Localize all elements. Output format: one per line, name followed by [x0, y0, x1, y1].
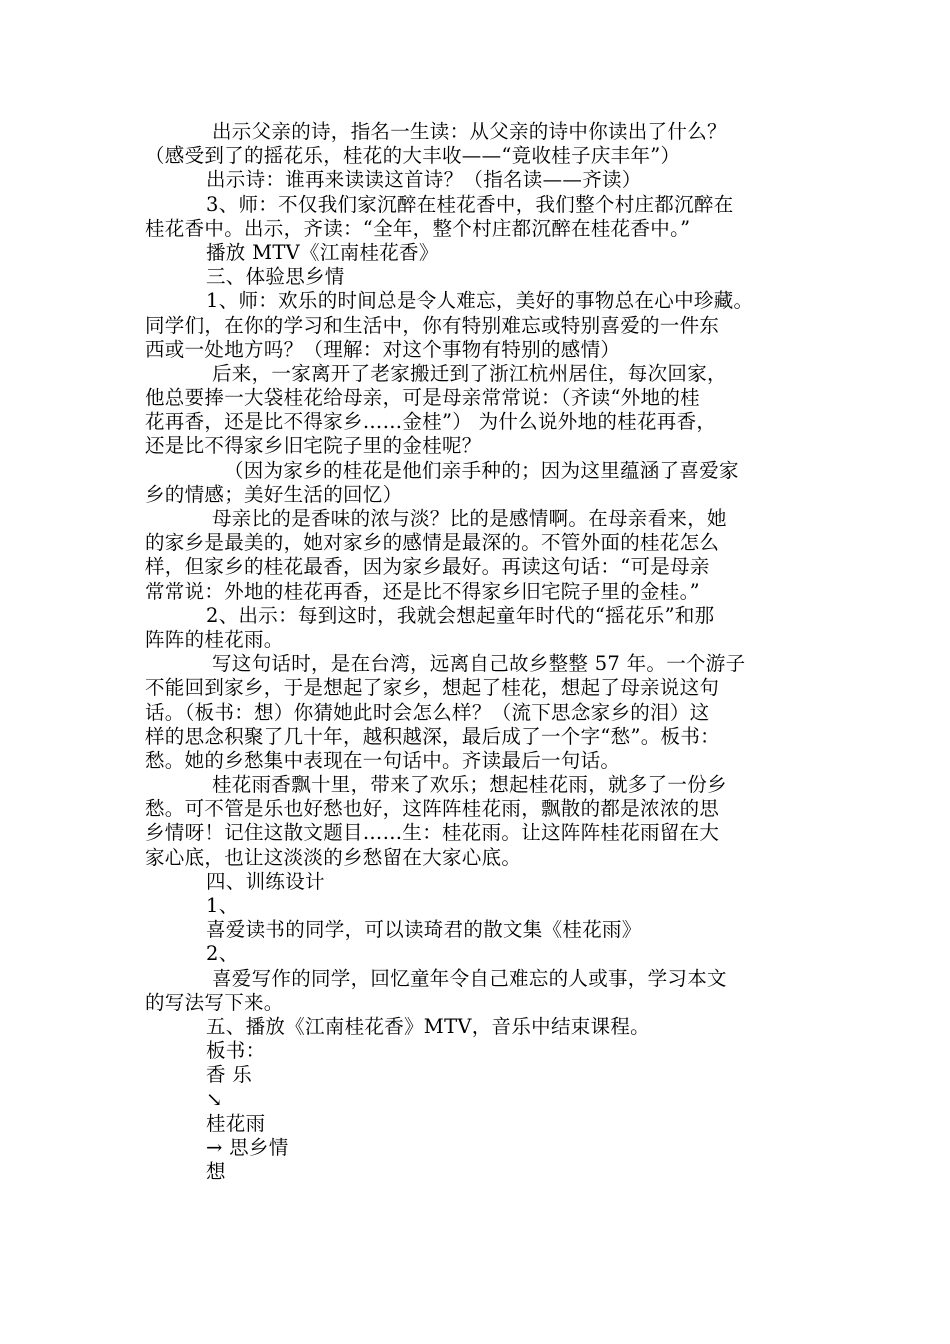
text-line: 同学们，在你的学习和生活中，你有特别难忘或特别喜爱的一件东: [145, 313, 720, 337]
text-line: 写这句话时，是在台湾，远离自己故乡整整 57 年。一个游子: [212, 652, 746, 676]
text-line: 样的思念积聚了几十年，越积越深，最后成了一个字“愁”。板书：: [145, 724, 720, 748]
text-line: 五、播放《江南桂花香》MTV，音乐中结束课程。: [206, 1014, 650, 1038]
text-line: 愁。可不管是乐也好愁也好，这阵阵桂花雨，飘散的都是浓浓的思: [145, 797, 720, 821]
text-line: 播放 MTV《江南桂花香》: [206, 240, 439, 264]
text-line: 家心底，也让这淡淡的乡愁留在大家心底。: [145, 845, 522, 869]
text-line: 桂花雨: [206, 1111, 266, 1135]
text-line: 的写法写下来。: [145, 990, 284, 1014]
text-line: 3、师：不仅我们家沉醉在桂花香中，我们整个村庄都沉醉在: [206, 192, 734, 216]
text-line: 喜爱读书的同学，可以读琦君的散文集《桂花雨》: [206, 918, 642, 942]
text-line: 常常说：外地的桂花再香，还是比不得家乡旧宅院子里的金桂。”: [145, 579, 700, 603]
text-line: ↘: [206, 1087, 223, 1111]
text-line: → 思乡情: [206, 1135, 289, 1159]
text-line: （感受到了的摇花乐，桂花的大丰收——“竟收桂子庆丰年”）: [145, 144, 681, 168]
text-line: 想: [206, 1160, 226, 1184]
text-line: 样，但家乡的桂花最香，因为家乡最好。再读这句话：“可是母亲: [145, 555, 710, 579]
text-line: 桂花香中。出示，齐读：“全年，整个村庄都沉醉在桂花香中。”: [145, 216, 691, 240]
text-line: 花再香，还是比不得家乡……金桂”） 为什么说外地的桂花再香，: [145, 410, 717, 434]
text-line: 西或一处地方吗？（理解：对这个事物有特别的感情）: [145, 337, 621, 361]
text-line: 还是比不得家乡旧宅院子里的金桂呢？: [145, 434, 482, 458]
text-line: 2、出示：每到这时，我就会想起童年时代的“摇花乐”和那: [206, 603, 715, 627]
text-line: 乡的情感；美好生活的回忆）: [145, 482, 403, 506]
text-line: 喜爱写作的同学，回忆童年令自己难忘的人或事，学习本文: [212, 966, 727, 990]
text-line: 愁。她的乡愁集中表现在一句话中。齐读最后一句话。: [145, 748, 621, 772]
text-line: 三、体验思乡情: [206, 265, 345, 289]
text-line: 乡情呀！记住这散文题目……生：桂花雨。让这阵阵桂花雨留在大: [145, 821, 720, 845]
text-line: 母亲比的是香味的浓与淡？比的是感情啊。在母亲看来，她: [212, 507, 727, 530]
text-line: 香 乐: [206, 1063, 253, 1087]
text-line: 不能回到家乡，于是想起了家乡，想起了桂花，想起了母亲说这句: [145, 676, 720, 700]
text-line: 1、: [206, 894, 239, 917]
text-line: 出示父亲的诗，指名一生读：从父亲的诗中你读出了什么？: [212, 120, 727, 143]
document-body: [145, 120, 815, 1184]
text-line: 出示诗：谁再来读读这首诗？（指名读——齐读）: [206, 168, 642, 192]
text-line: 桂花雨香飘十里，带来了欢乐；想起桂花雨，就多了一份乡: [212, 773, 727, 797]
text-line: 2、: [206, 942, 239, 966]
text-line: 四、训练设计: [206, 869, 325, 893]
text-line: 1、师：欢乐的时间总是令人难忘，美好的事物总在心中珍藏。: [206, 289, 754, 313]
text-line: 板书：: [206, 1039, 266, 1063]
text-line: 阵阵的桂花雨。: [145, 627, 284, 651]
text-line: 的家乡是最美的，她对家乡的感情是最深的。不管外面的桂花怎么: [145, 531, 720, 555]
text-line: （因为家乡的桂花是他们亲手种的；因为这里蕴涵了喜爱家: [224, 458, 739, 482]
text-line: 话。（板书：想）你猜她此时会怎么样？（流下思念家乡的泪）这: [145, 700, 710, 724]
text-line: 他总要捧一大袋桂花给母亲，可是母亲常常说：（齐读“外地的桂: [145, 386, 700, 410]
text-line: 后来，一家离开了老家搬迁到了浙江杭州居住，每次回家，: [212, 361, 727, 385]
